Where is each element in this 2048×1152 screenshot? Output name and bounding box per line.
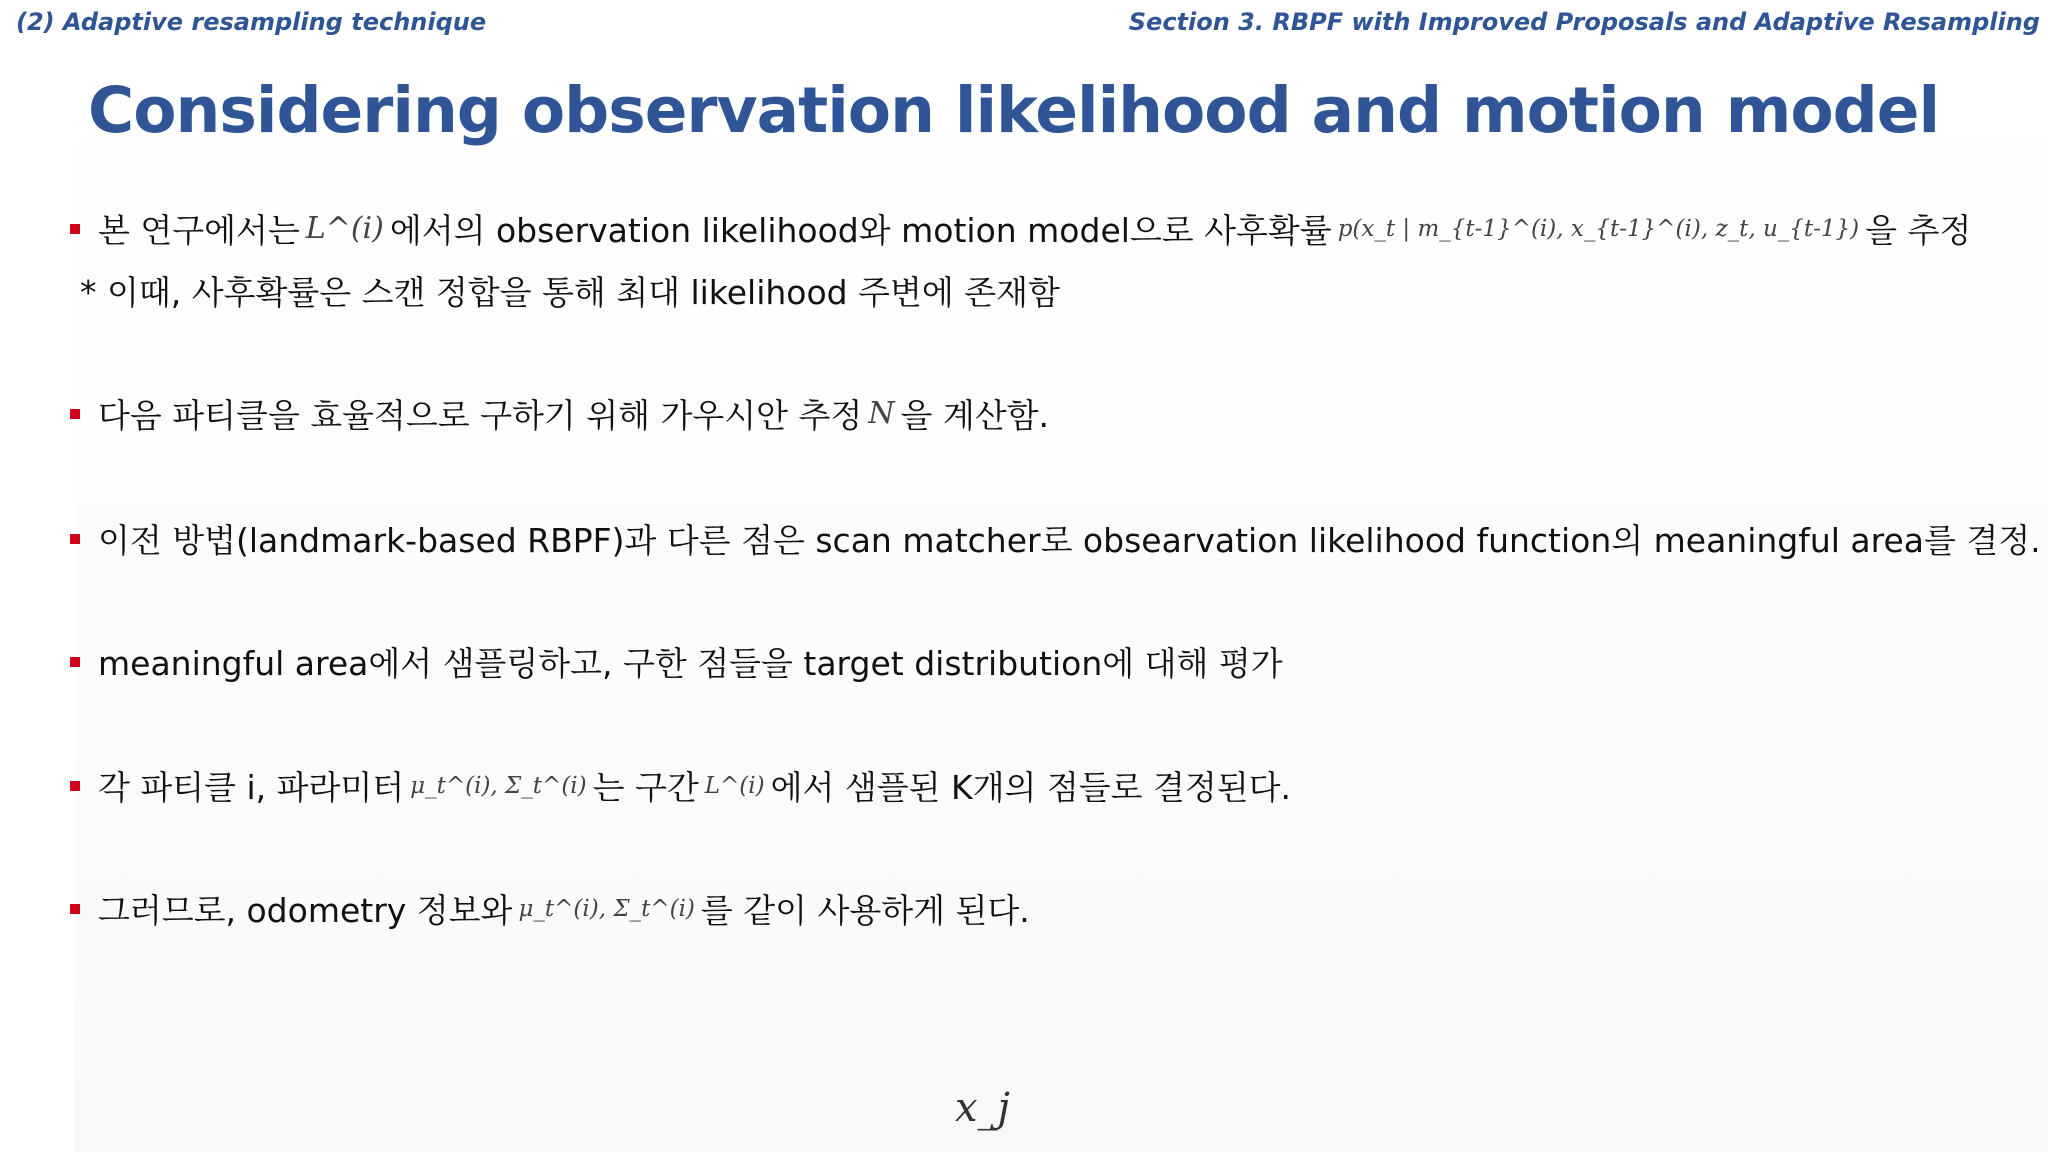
bullet-text: 이전 방법(landmark-based RBPF)과 다른 점은 scan matcher로 obsearvation likelihood function의 meaningful area를 결정. (98, 521, 2041, 560)
math-text: L^(i) (704, 772, 765, 799)
bullet-text-pre: 본 연구에서는 (98, 211, 300, 250)
bullet-marker (70, 534, 80, 544)
bullet-text-mid: 는 구간 (592, 768, 699, 807)
bullet-marker (70, 224, 80, 234)
section-label: (2) Adaptive resampling technique (16, 8, 487, 36)
math-text: N (868, 396, 895, 431)
bullet-text: meaningful area에서 샘플링하고, 구한 점들을 target distribution에 대해 평가 (98, 644, 1283, 683)
bullet-text-pre: 각 파티클 i, 파라미터 (98, 768, 405, 807)
chapter-label: Section 3. RBPF with Improved Proposals and Adaptive Resampling (1128, 8, 2040, 36)
bullet-text-post: 에서 샘플된 K개의 점들로 결정된다. (770, 768, 1291, 807)
bullet-marker (70, 781, 80, 791)
bullet-text-post: 를 같이 사용하게 된다. (700, 891, 1030, 930)
math-expression (868, 396, 894, 431)
bullet-item-4 (70, 638, 1283, 685)
bullet-marker (70, 904, 80, 914)
bullet-item-2 (70, 390, 1049, 437)
math-expression (306, 211, 384, 246)
math-expression (1338, 216, 1859, 242)
bullet-text-pre: 그러므로, odometry 정보와 (98, 891, 513, 930)
bullet-text-post: 을 추정 (1865, 211, 1972, 250)
math-text: μ_t^(i), Σ_t^(i) (410, 772, 587, 799)
math-expression (518, 896, 694, 922)
math-expression (705, 773, 765, 799)
math-text: p(x_t | m_{t-1}^(i), x_{t-1}^(i), z_t, u_{t-1}) (1337, 215, 1860, 242)
note-text: * 이때, 사후확률은 스캔 정합을 통해 최대 likelihood 주변에 존재함 (80, 273, 1060, 312)
bullet-item-3 (70, 515, 2041, 562)
bullet-item-5 (70, 762, 1291, 809)
math-expression (410, 773, 586, 799)
note-line (70, 267, 1060, 314)
bullet-text-post: 을 계산함. (900, 396, 1050, 435)
slide-title: Considering observation likelihood and motion model (88, 74, 1940, 147)
bullet-marker (70, 409, 80, 419)
bullet-text-mid: 에서의 observation likelihood와 motion model으로 사후확률 (389, 211, 1332, 250)
bullet-marker (70, 657, 80, 667)
math-text: μ_t^(i), Σ_t^(i) (518, 895, 695, 922)
bullet-text-pre: 다음 파티클을 효율적으로 구하기 위해 가우시안 추정 (98, 396, 863, 435)
bullet-item-1 (70, 205, 1971, 252)
bottom-math-symbol: x_j (955, 1085, 1010, 1131)
bullet-item-6 (70, 885, 1030, 932)
math-text: L^(i) (305, 211, 384, 246)
